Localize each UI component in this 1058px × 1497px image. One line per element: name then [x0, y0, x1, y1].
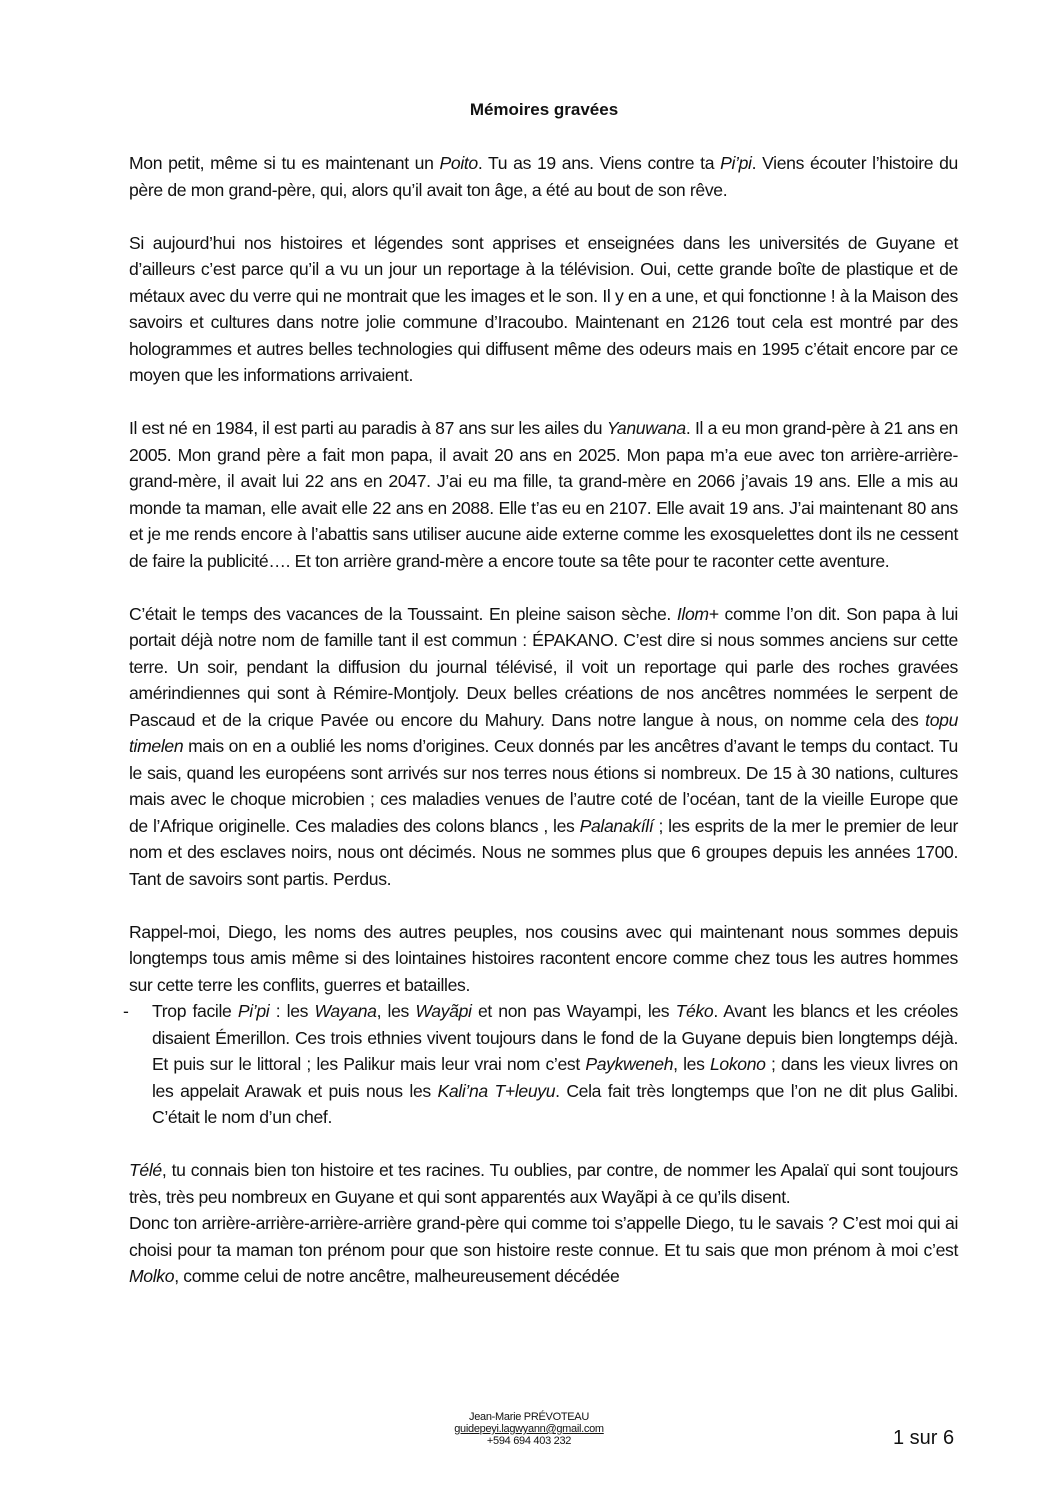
text-run: Trop facile: [152, 1001, 238, 1021]
text-run: , les: [673, 1054, 710, 1074]
italic-term: Ilom+: [676, 603, 719, 624]
footer-phone: +594 694 403 232: [486, 1435, 572, 1447]
text-run: . Il a eu mon grand-père à 21 ans en 2005. Mon grand père a fait mon papa, il avait 20 ans en 2025. Mon papa m’a eue avec ton arrière-arrière-grand-mère, il avait lui 22 ans en 2047. J’ai eu ma fille, ta grand-mère en 2066 j’avais 19 ans. Elle a mis au monde ta maman, elle avait elle 22 ans en 2088. Elle t’as eu en 2107. Elle avait 19 ans. J’ai maintenant 80 ans et je me rends encore à l’abattis sans utiliser aucune aide externe comme les exosquelettes dont ils ne cessent de faire la publicité…. Et ton arrière grand-mère a encore toute sa tête pour te raconter cette aventure.: [129, 418, 958, 571]
italic-term: Molko: [129, 1266, 175, 1286]
text-run: ; dans les vieux livres on les appelait Arawak et puis nous les: [152, 1054, 958, 1101]
text-run: Si aujourd’hui nos histoires et légendes sont apprises et enseignées dans les universités de Guyane et d’ailleurs c’est parce qu’il a vu un jour un reportage à la télévision. Oui, cette grande boîte de plastique et de métaux avec du verre qui ne montrait que les images et le son. Il y en a une, et qui fonctionne ! à la Maison des savoirs et cultures dans notre jolie commune d’Iracoubo. Maintenant en 2126 tout cela est montré par des hologrammes et autres belles technologies qui diffusent même des odeurs mais en 1995 c’était encore par ce moyen que les informations arrivaient.: [129, 232, 958, 385]
list-item-text: [152, 1001, 958, 1127]
paragraph: [129, 1157, 958, 1210]
text-run: , tu connais bien ton histoire et tes racines. Tu oublies, par contre, de nommer les Apalaï qui sont toujours très, très peu nombreux en Guyane et qui sont apparentés aux Wayãpi à ce qu’ils disent.: [129, 1160, 958, 1207]
italic-term: Yanuwana: [606, 418, 686, 438]
list-item: [123, 998, 958, 1131]
page-number: 1 sur 6: [893, 1427, 955, 1449]
italic-term: Wayãpi: [415, 1001, 472, 1021]
italic-term: Poito: [439, 153, 478, 173]
text-run: : les: [269, 1001, 315, 1021]
paragraph: [129, 415, 958, 574]
paragraph: [129, 150, 958, 203]
italic-term: topu timelen: [129, 709, 958, 756]
italic-term: Kali’na T+leuyu: [437, 1080, 556, 1101]
paragraph: [129, 601, 958, 893]
text-run: . Viens écouter l’histoire du père de mon grand-père, qui, alors qu’il avait ton âge, a été au bout de son rêve.: [129, 153, 958, 200]
text-run: Il est né en 1984, il est parti au paradis à 87 ans sur les ailes du: [129, 418, 607, 438]
text-run: ; les esprits de la mer le premier de leur nom et des esclaves noirs, nous ont décimés. Nous ne sommes plus que 6 groupes depuis les années 1700. Tant de savoirs sont partis. Perdus.: [129, 815, 958, 889]
text-run: C’était le temps des vacances de la Toussaint. En pleine saison sèche.: [129, 603, 677, 624]
document-body: [123, 150, 958, 1290]
text-run: . Tu as 19 ans. Viens contre ta: [477, 153, 721, 173]
dash-bullet: -: [123, 1001, 129, 1021]
italic-term: Lokono: [709, 1054, 766, 1074]
text-run: Rappel-moi, Diego, les noms des autres peuples, nos cousins avec qui maintenant nous sommes depuis longtemps tous amis même si des lointaines histoires racontent encore comme chez tous les autres hommes sur cette terre les conflits, guerres et batailles.: [129, 921, 958, 995]
paragraph: [129, 230, 958, 389]
text-run: comme l’on dit. Son papa à lui portait déjà notre nom de famille tant il est commun : ÉPAKANO. C’est dire si nous sommes anciens sur cette terre. Un soir, pendant la diffusion du journal télévisé, il voit un reportage qui parle des roches gravées amérindiennes qui sont à Rémire-Montjoly. Deux belles créations de nos ancêtres nommées le serpent de Pascaud et de la crique Pavée ou encore du Mahury. Dans notre langue à nous, on nomme cela des: [129, 603, 958, 730]
italic-term: Pi’pi: [720, 153, 752, 173]
footer-email-link[interactable]: guidepeyi.lagwyann@gmail.com: [454, 1423, 604, 1435]
document-title: Mémoires gravées: [469, 100, 619, 119]
text-run: mais on en a oublié les noms d’origines. Ceux donnés par les ancêtres d’avant le temps du contact. Tu le sais, quand les européens sont arrivés sur nos terres nous étions si nombreux. De 15 à 30 nations, cultures mais avec le choque microbien ; ces maladies venues de l’autre coté de l’océan, tant de la vieille Europe que de l’Afrique originelle. Ces maladies des colons blancs , les: [129, 736, 958, 836]
text-run: . Cela fait très longtemps que l’on ne dit plus Galibi. C’était le nom d’un chef.: [152, 1080, 958, 1127]
italic-term: Wayana: [314, 1001, 377, 1021]
footer-author: Jean-Marie PRÉVOTEAU: [469, 1411, 589, 1423]
text-run: , les: [376, 1001, 416, 1021]
italic-term: Téko: [675, 1001, 714, 1021]
paragraph: [129, 919, 958, 999]
text-run: , comme celui de notre ancêtre, malheureusement décédée: [174, 1266, 620, 1286]
italic-term: Paykweneh: [585, 1054, 674, 1074]
text-run: Donc ton arrière-arrière-arrière-arrière grand-père qui comme toi s’appelle Diego, tu le savais ? C’est moi qui ai choisi pour ta maman ton prénom pour que son histoire reste connue. Et tu sais que mon prénom à moi c’est: [129, 1213, 958, 1260]
text-run: Mon petit, même si tu es maintenant un: [129, 153, 440, 173]
text-run: et non pas Wayampi, les: [471, 1001, 676, 1021]
paragraph: [129, 1210, 958, 1290]
text-run: . Avant les blancs et les créoles disaient Émerillon. Ces trois ethnies vivent toujours dans le fond de la Guyane depuis bien longtemps déjà. Et puis sur le littoral ; les Palikur mais leur vrai nom c’est: [152, 1001, 958, 1074]
italic-term: Pi’pi: [237, 1001, 270, 1021]
italic-term: Télé: [129, 1160, 162, 1180]
italic-term: Palanakílí: [579, 815, 654, 836]
